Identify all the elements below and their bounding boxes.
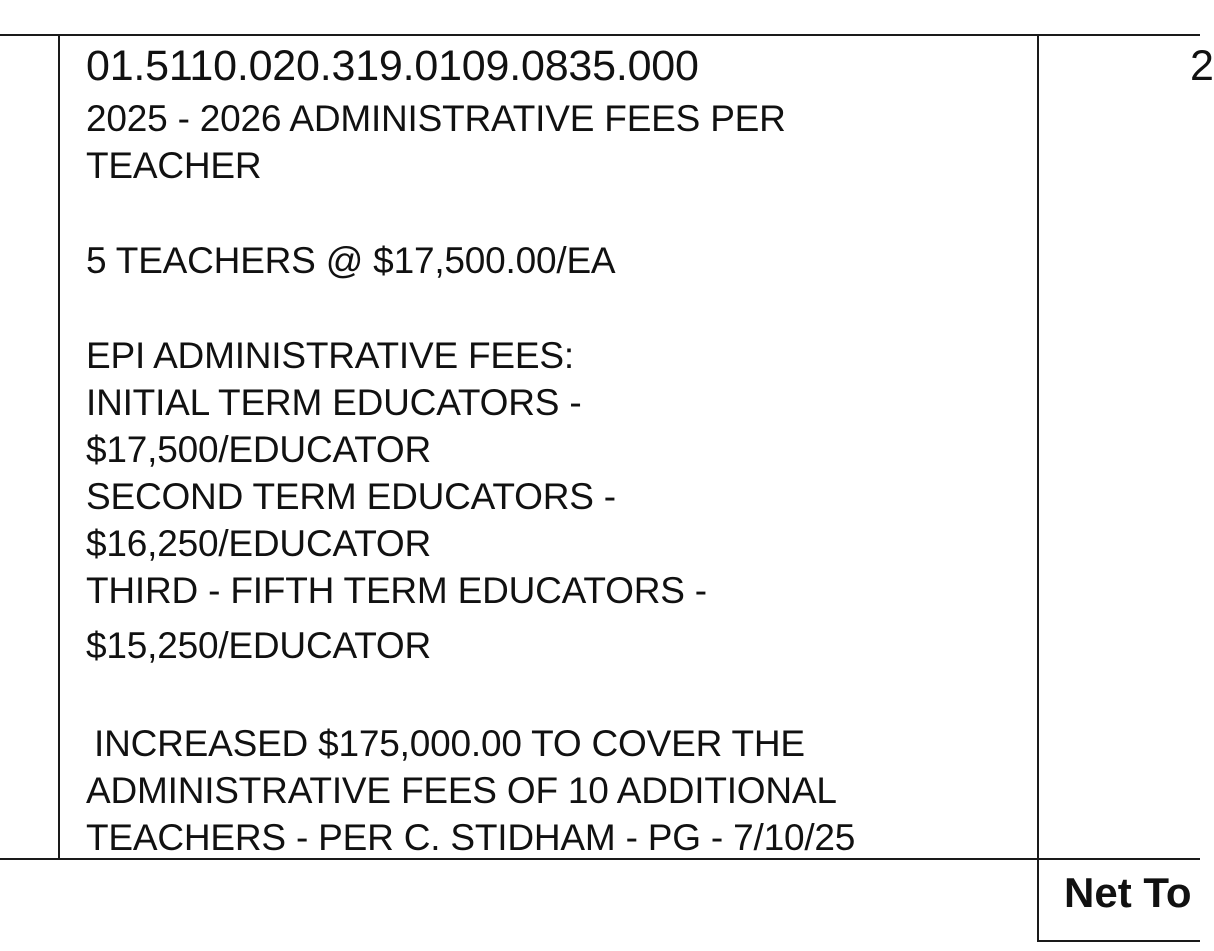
total-box-bottom-border [1037,940,1200,942]
fee-schedule-line: SECOND TERM EDUCATORS - [86,476,616,517]
fee-schedule-line: $15,250/EDUCATOR [86,625,432,666]
column-divider-left [58,34,60,860]
net-total-label: Net To [1064,869,1192,916]
amount-value: 2 [1190,42,1214,90]
fee-schedule-line: INITIAL TERM EDUCATORS - [86,382,582,423]
fee-schedule-line: $16,250/EDUCATOR [86,523,432,564]
fee-schedule-line: THIRD - FIFTH TERM EDUCATORS - [86,570,707,611]
table-top-border [0,34,1200,36]
teacher-count-line: 5 TEACHERS @ $17,500.00/EA [86,240,616,281]
fee-schedule-line: $17,500/EDUCATOR [86,429,432,470]
account-number: 01.5110.020.319.0109.0835.000 [86,42,699,90]
increase-note-line: TEACHERS - PER C. STIDHAM - PG - 7/10/25 [86,817,856,858]
net-total-cell [1040,862,1200,938]
column-divider-right [1037,34,1039,942]
row-divider [0,858,1200,860]
fee-schedule-heading: EPI ADMINISTRATIVE FEES: [86,335,574,376]
amount-cell [1040,40,1214,100]
increase-note-line: ADMINISTRATIVE FEES OF 10 ADDITIONAL [86,770,837,811]
description-line: TEACHER [86,145,262,186]
description-line: 2025 - 2026 ADMINISTRATIVE FEES PER [86,98,786,139]
increase-note-line: INCREASED $175,000.00 TO COVER THE [94,723,805,764]
